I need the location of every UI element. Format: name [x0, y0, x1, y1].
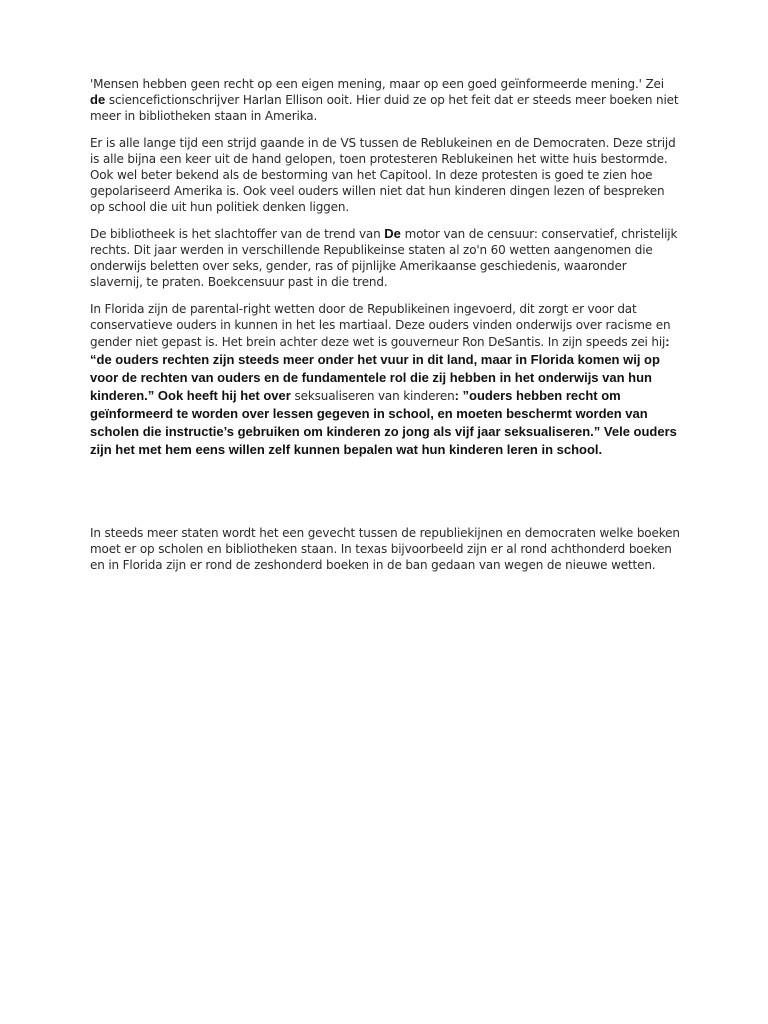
paragraph-1 [90, 76, 680, 124]
paragraph-3-text-a: De bibliotheek is het slachtoffer van de trend van [90, 227, 381, 241]
paragraph-5-text: In steeds meer staten wordt het een gevecht tussen de republiekijnen en democraten welke boeken moet er op scholen en bibliotheken staan. In texas bijvoorbeeld zijn er al rond achthonderd boeken en in Florida zijn er rond de zeshonderd boeken in de ban gedaan van wegen de nieuwe wetten. [90, 526, 680, 572]
paragraph-2 [90, 135, 680, 215]
paragraph-4 [90, 301, 680, 459]
paragraph-2-text: Er is alle lange tijd een strijd gaande in de VS tussen de Reblukeinen en de Democraten. Deze strijd is alle bijna een keer uit de hand gelopen, toen protesteren Reblukeinen het witte huis bestormde. Ook wel beter bekend als de bestorming van het Capitool. In deze protesten is goed te zien hoe gepolariseerd Amerika is. Ook veel ouders willen niet dat hun kinderen dingen lezen of bespreken op school die uit hun politiek denken liggen. [90, 136, 676, 214]
paragraph-4-text-b: seksualiseren van kinderen [294, 389, 455, 403]
paragraph-3-text-b: motor van de censuur: conservatief, christelijk rechts. Dit jaar werden in verschillende Republikeinse staten al zo'n 60 wetten aangenomen die onderwijs beletten over seks, gender, ras of pijnlijke Amerikaanse geschiedenis, waaronder slavernij, te praten. Boekcensuur past in die trend. [90, 227, 678, 289]
paragraph-1-bold: de [90, 92, 106, 107]
paragraph-1-text-b: sciencefictionschrijver Harlan Ellison ooit. Hier duid ze op het feit dat er steeds meer boeken niet meer in bibliotheken staan in Amerika. [90, 93, 679, 123]
paragraph-4-text-a: In Florida zijn de parental-right wetten door de Republikeinen ingevoerd, dit zorgt er voor dat conservatieve ouders in kunnen in het les martiaal. Deze ouders vinden onderwijs over racisme en gender niet gepast is. Het brein achter deze wet is gouverneur Ron DeSantis. In zijn speeds zei hij [90, 302, 671, 349]
paragraph-3 [90, 226, 680, 290]
blank-space [90, 470, 680, 525]
paragraph-4-quote-1: : “de ouders rechten zijn steeds meer onder het vuur in dit land, maar in Florida komen wij op voor de rechten van ouders en de fundamentele rol die zij hebben in het onderwijs van hun kinderen.” Ook heeft hij het over [90, 334, 670, 403]
paragraph-1-text-a: 'Mensen hebben geen recht op een eigen mening, maar op een goed geïnformeerde mening.' Zei [90, 77, 664, 91]
paragraph-4-quote-2: : ”ouders hebben recht om geïnformeerd te worden over lessen gegeven in school, en moeten beschermt worden van scholen die instructie’s gebruiken om kinderen zo jong als vijf jaar seksualiseren.” Vele ouders zijn het met hem eens willen zelf kunnen bepalen wat hun kinderen leren in school. [90, 388, 677, 457]
paragraph-5 [90, 525, 680, 573]
document-body [90, 76, 680, 584]
paragraph-3-bold: De [384, 226, 401, 241]
